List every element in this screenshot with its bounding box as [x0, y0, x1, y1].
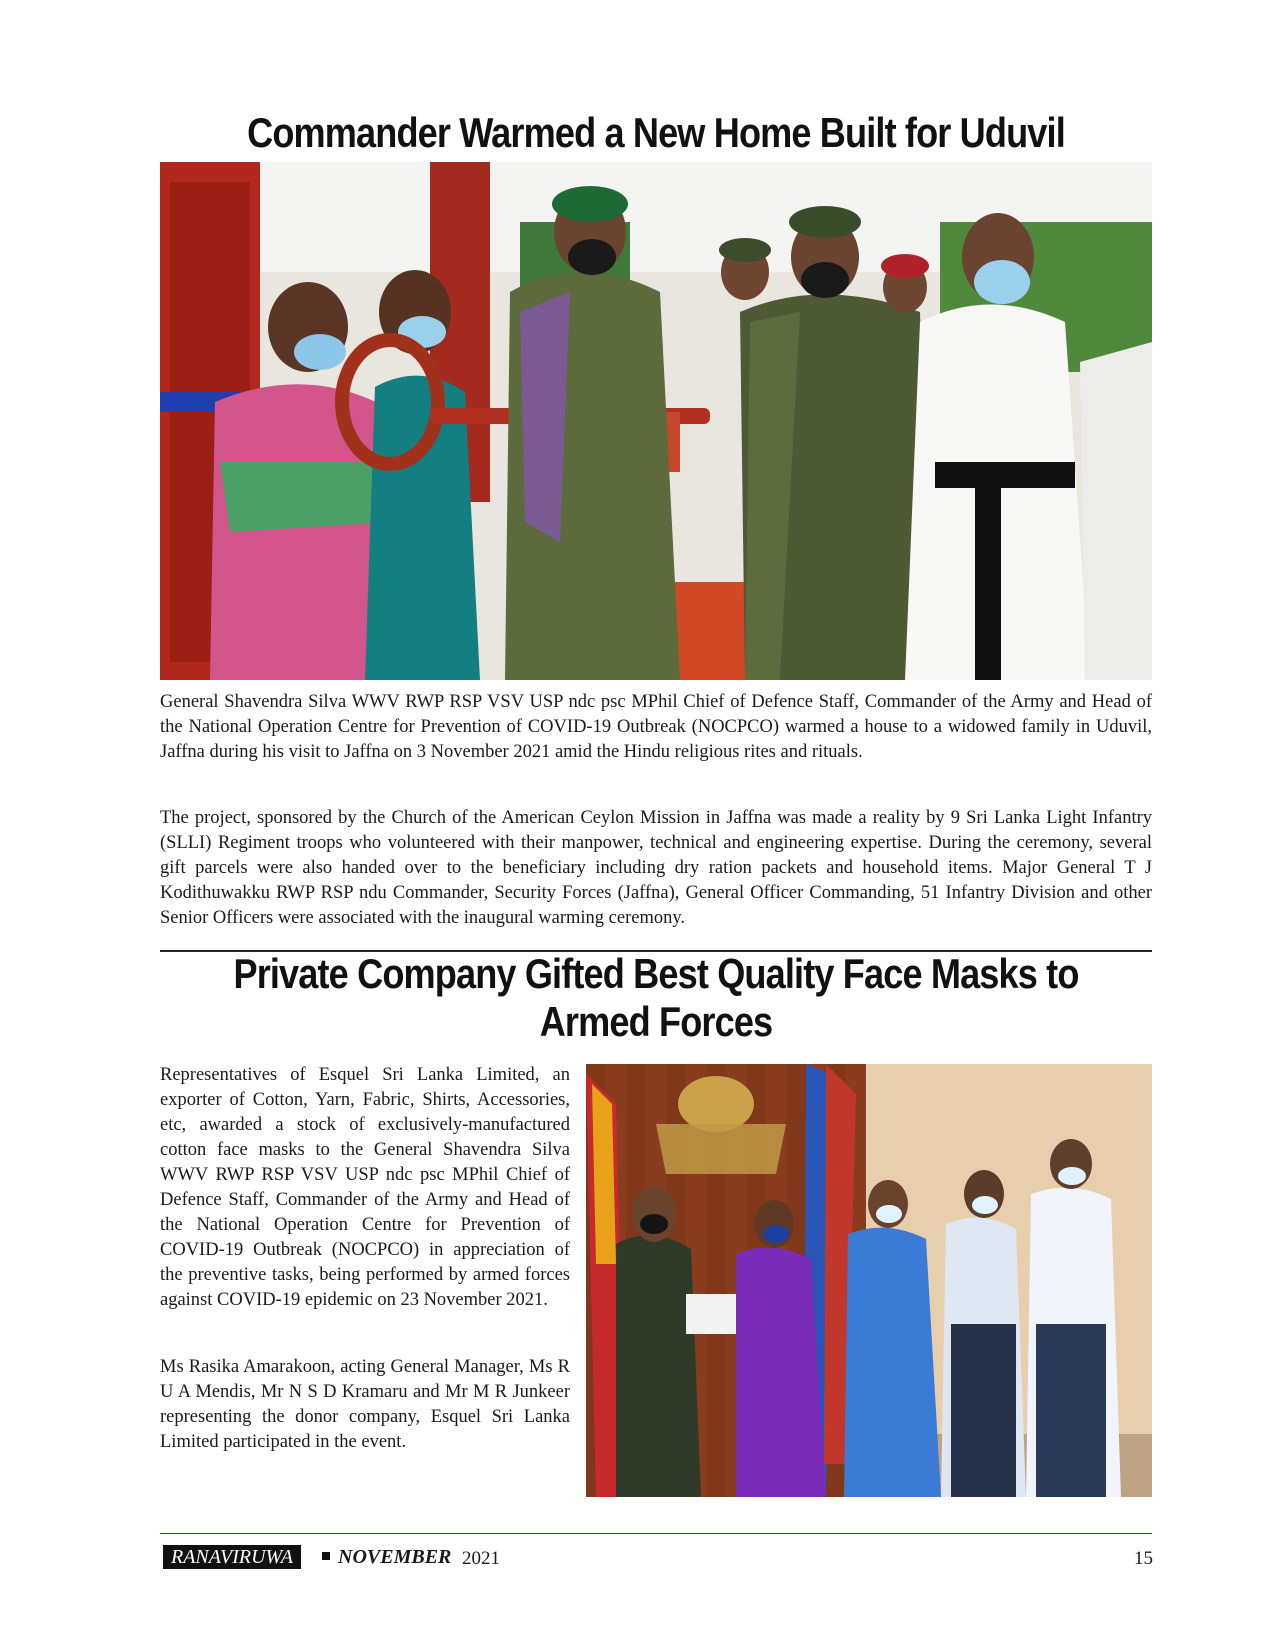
- article1-headline: Commander Warmed a New Home Built for Uduvil: [247, 109, 1065, 156]
- house-warming-photo: [160, 162, 1152, 680]
- footer-year: 2021: [462, 1548, 500, 1569]
- article2-paragraph-2: Ms Rasika Amarakoon, acting General Manager, Ms R U A Mendis, Mr N S D Kramaru and Mr M R Junkeer representing the donor company, Esquel Sri Lanka Limited participated in the event.: [160, 1357, 570, 1452]
- footer-magazine-name: RANAVIRUWA: [163, 1545, 301, 1569]
- article1-paragraph-2: The project, sponsored by the Church of the American Ceylon Mission in Jaffna was made a reality by 9 Sri Lanka Light Infantry (SLLI) Regiment troops who volunteered with their manpower, technical and engineering expertise. During the ceremony, several gift parcels were also handed over to the beneficiary including dry ration packets and household items. Major General T J Kodithuwakku RWP RSP ndu Commander, Security Forces (Jaffna), General Officer Commanding, 51 Infantry Division and other Senior Officers were associated with the inaugural warming ceremony.: [160, 808, 1152, 928]
- footer-bullet-icon: [322, 1552, 330, 1560]
- footer-month: NOVEMBER: [338, 1546, 452, 1568]
- face-mask-donation-photo: [586, 1064, 1152, 1497]
- footer-rule: [160, 1533, 1152, 1534]
- article1-paragraph-1: General Shavendra Silva WWV RWP RSP VSV USP ndc psc MPhil Chief of Defence Staff, Commander of the Army and Head of the National Operation Centre for Prevention of COVID-19 Outbreak (NOCPCO) warmed a house to a widowed family in Uduvil, Jaffna during his visit to Jaffna on 3 November 2021 amid the Hindu religious rites and rituals.: [160, 692, 1152, 762]
- article2-headline: Private Company Gifted Best Quality Face Masks to Armed Forces: [233, 950, 1079, 1045]
- page-number: 15: [1134, 1548, 1153, 1569]
- article2-paragraph-1: Representatives of Esquel Sri Lanka Limited, an exporter of Cotton, Yarn, Fabric, Shirts, Accessories, etc, awarded a stock of exclusively-manufactured cotton face masks to the General Shavendra Silva WWV RWP RSP VSV USP ndc psc MPhil Chief of Defence Staff, Commander of the Army and Head of the National Operation Centre for Prevention of COVID-19 Outbreak (NOCPCO) in appreciation of the preventive tasks, being performed by armed forces against COVID-19 epidemic on 23 November 2021.: [160, 1065, 570, 1310]
